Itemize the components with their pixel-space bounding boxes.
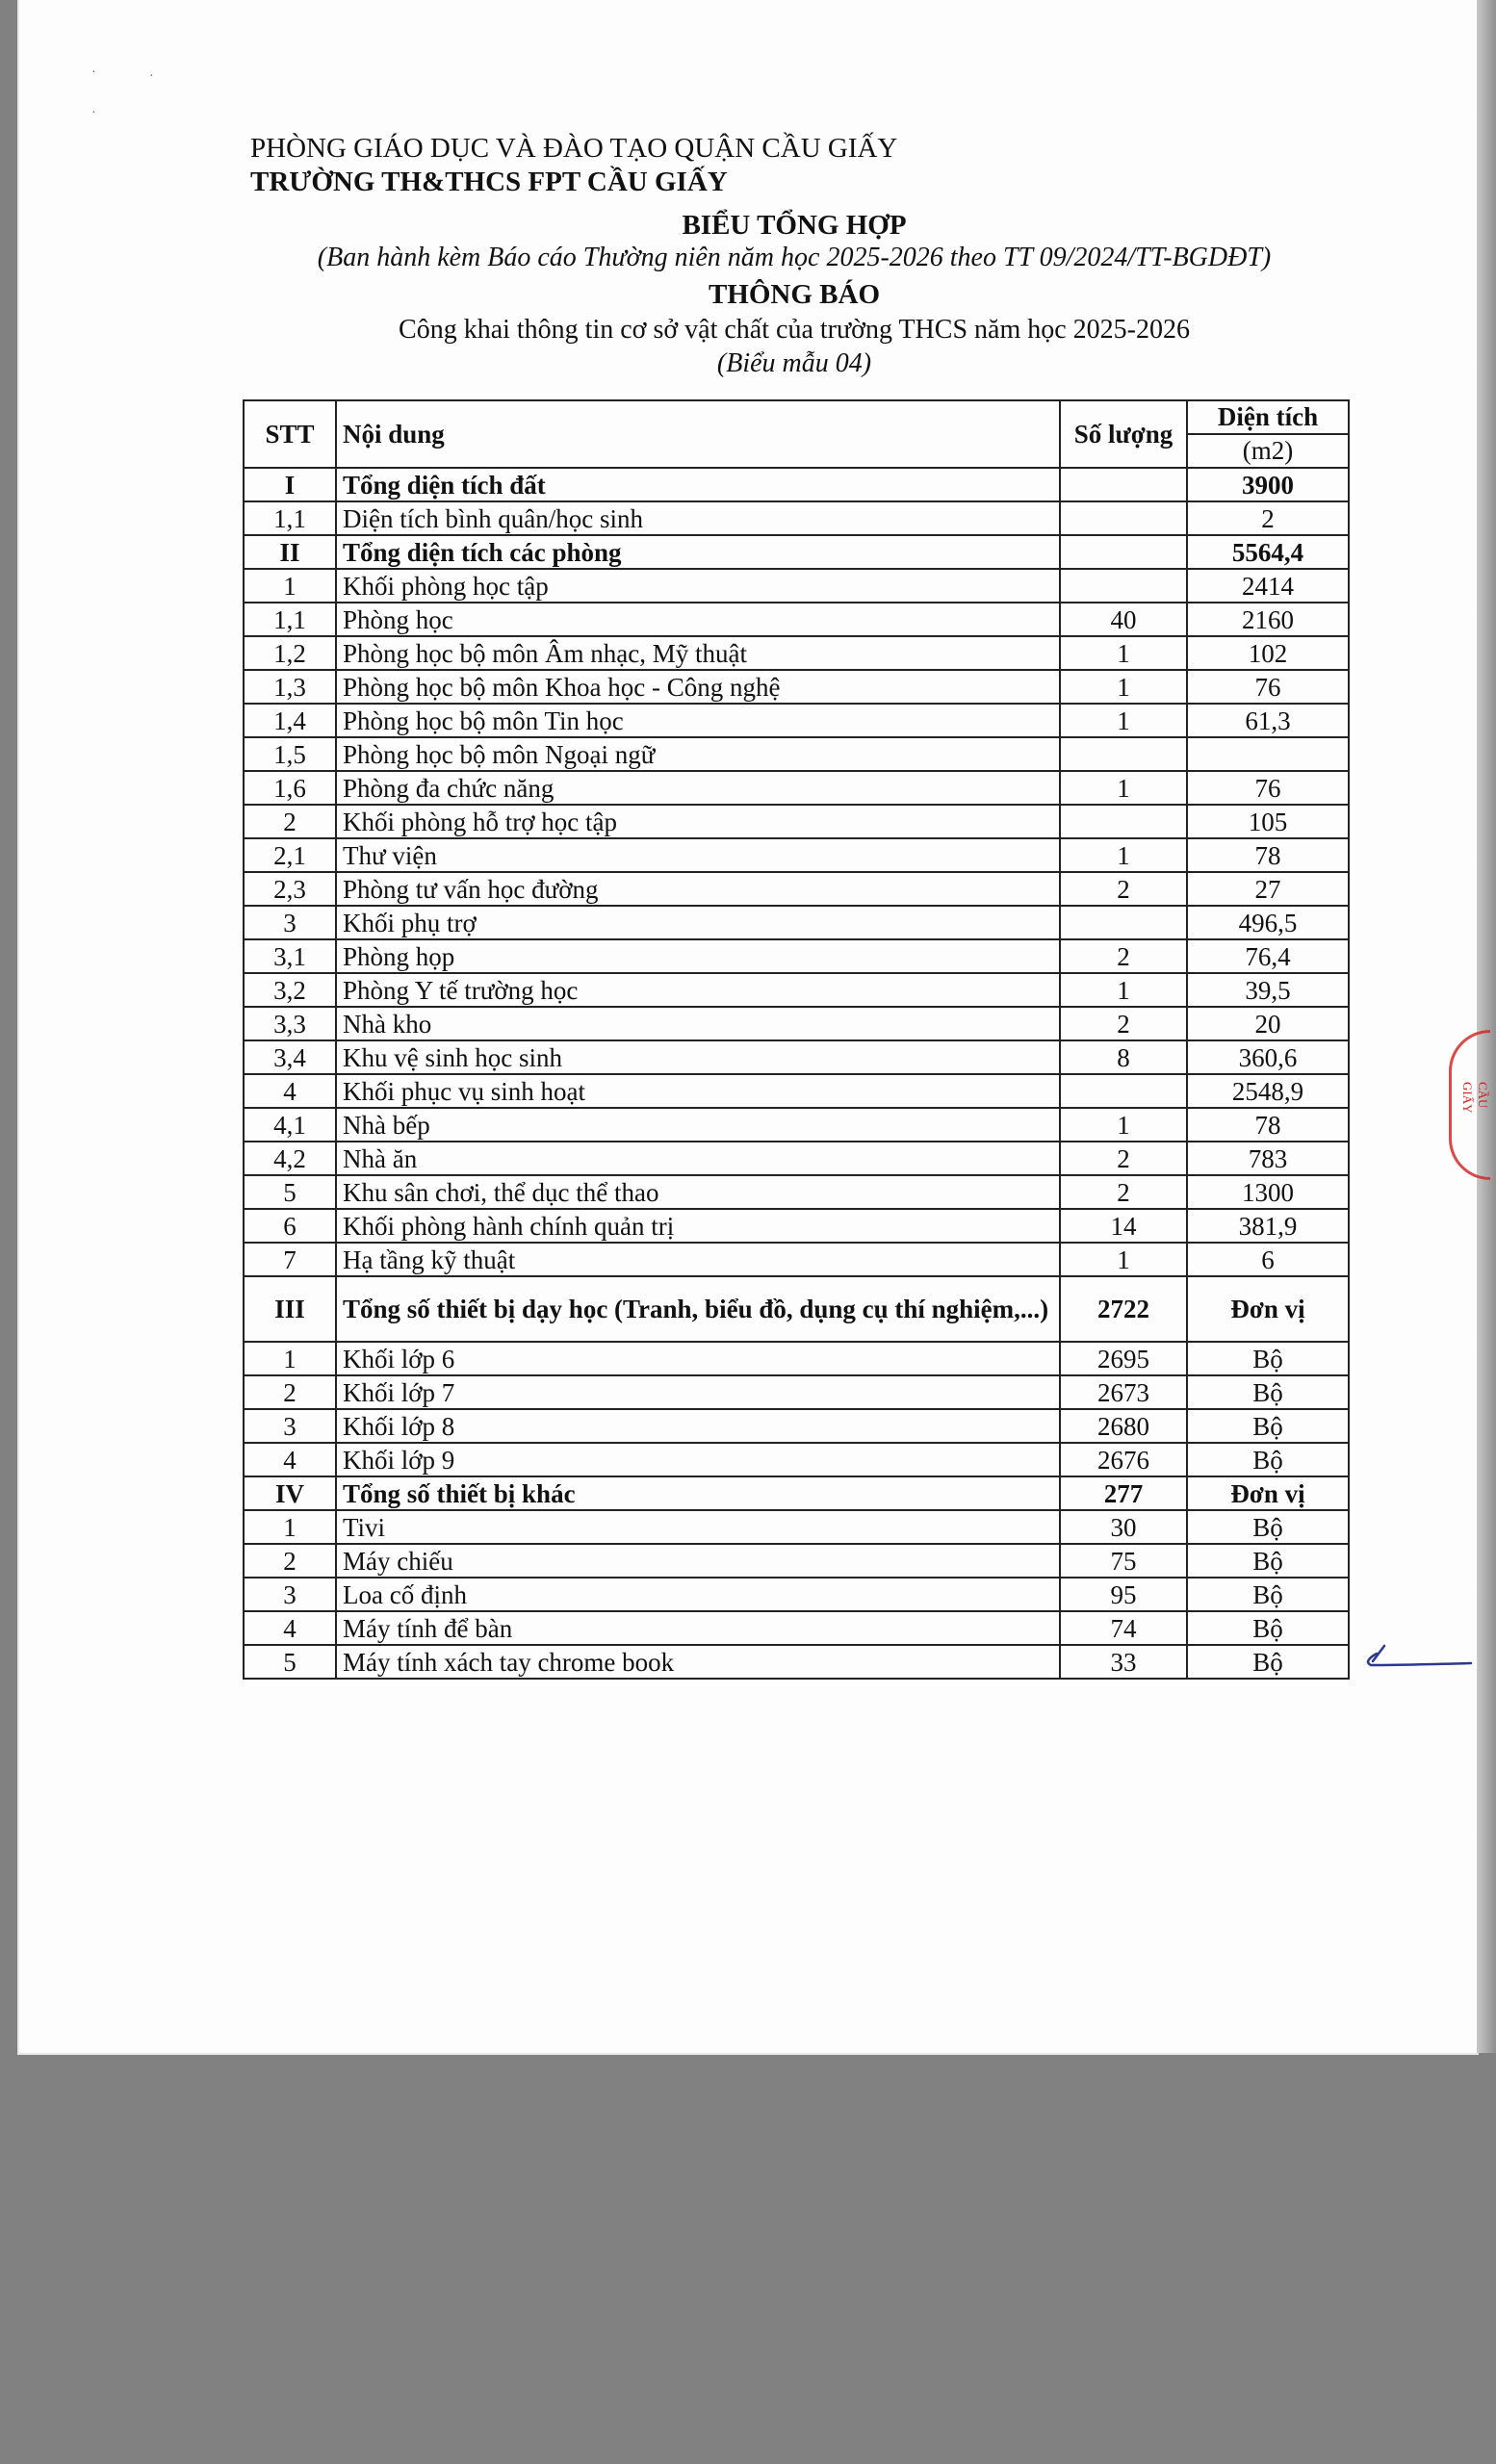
cell-quantity: 14 [1060,1209,1187,1243]
table-row [244,1007,1349,1040]
cell-quantity [1060,569,1187,603]
cell-area [1187,737,1349,771]
table-row [244,1578,1349,1611]
cell-area: 105 [1187,805,1349,838]
cell-content: Phòng học bộ môn Âm nhạc, Mỹ thuật [336,636,1060,670]
cell-stt: 5 [244,1175,336,1209]
cell-quantity: 1 [1060,704,1187,737]
cell-stt: 1,1 [244,501,336,535]
cell-content: Loa cố định [336,1578,1060,1611]
cell-area: 381,9 [1187,1209,1349,1243]
cell-quantity [1060,535,1187,569]
table-row [244,771,1349,805]
cell-content: Phòng họp [336,939,1060,973]
cell-area: 360,6 [1187,1040,1349,1074]
cell-area: 39,5 [1187,973,1349,1007]
cell-area: Bộ [1187,1645,1349,1679]
facility-table [243,399,1350,1680]
table-row [244,569,1349,603]
col-header-area-label: Diện tích [1188,401,1348,435]
table-row [244,1108,1349,1142]
cell-content: Hạ tầng kỹ thuật [336,1243,1060,1276]
cell-area: Bộ [1187,1409,1349,1443]
cell-area: 2160 [1187,603,1349,636]
cell-content: Nhà bếp [336,1108,1060,1142]
cell-quantity: 2695 [1060,1342,1187,1375]
cell-quantity: 2676 [1060,1443,1187,1476]
cell-quantity: 2 [1060,1175,1187,1209]
cell-quantity [1060,468,1187,501]
cell-quantity: 2722 [1060,1276,1187,1342]
cell-content: Khối lớp 7 [336,1375,1060,1409]
table-row [244,1409,1349,1443]
cell-stt: I [244,468,336,501]
cell-stt: 1,5 [244,737,336,771]
table-row [244,872,1349,906]
col-header-content: Nội dung [336,400,1060,468]
cell-area: 76 [1187,771,1349,805]
cell-stt: 4,1 [244,1108,336,1142]
cell-quantity: 30 [1060,1510,1187,1544]
cell-quantity: 1 [1060,670,1187,704]
cell-content: Khối lớp 6 [336,1342,1060,1375]
cell-quantity: 1 [1060,771,1187,805]
department-name: PHÒNG GIÁO DỤC VÀ ĐÀO TẠO QUẬN CẦU GIẤY [250,133,898,164]
table-row [244,535,1349,569]
col-header-area-unit: (m2) [1242,436,1294,465]
cell-quantity: 1 [1060,636,1187,670]
cell-content: Phòng Y tế trường học [336,973,1060,1007]
signature-stroke [1357,1636,1473,1675]
cell-area: 2 [1187,501,1349,535]
table-row [244,1476,1349,1510]
cell-area: Bộ [1187,1611,1349,1645]
notice-description: Công khai thông tin cơ sở vật chất của trường THCS năm học 2025-2026 [399,315,1190,345]
cell-quantity: 2 [1060,1007,1187,1040]
cell-content: Phòng học [336,603,1060,636]
col-header-quantity: Số lượng [1060,400,1187,468]
cell-area: 1300 [1187,1175,1349,1209]
table-row [244,906,1349,939]
cell-content: Phòng học bộ môn Ngoại ngữ [336,737,1060,771]
table-row [244,603,1349,636]
cell-content: Khối lớp 8 [336,1409,1060,1443]
cell-stt: 2 [244,1544,336,1578]
cell-quantity: 277 [1060,1476,1187,1510]
cell-stt: 4 [244,1443,336,1476]
cell-stt: 1,2 [244,636,336,670]
cell-content: Khu vệ sinh học sinh [336,1040,1060,1074]
cell-quantity: 2680 [1060,1409,1187,1443]
cell-area: Bộ [1187,1342,1349,1375]
cell-stt: 2 [244,805,336,838]
table-row [244,1142,1349,1175]
table-row [244,973,1349,1007]
cell-stt: 1 [244,1342,336,1375]
table-row [244,1645,1349,1679]
cell-stt: 4 [244,1074,336,1108]
cell-quantity [1060,906,1187,939]
cell-content: Tivi [336,1510,1060,1544]
cell-area: 6 [1187,1243,1349,1276]
cell-area: Bộ [1187,1443,1349,1476]
cell-content: Nhà kho [336,1007,1060,1040]
cell-content: Phòng tư vấn học đường [336,872,1060,906]
table-row [244,1443,1349,1476]
cell-quantity: 2 [1060,872,1187,906]
table-row [244,1243,1349,1276]
cell-content: Khối phòng hành chính quản trị [336,1209,1060,1243]
table-row [244,1040,1349,1074]
cell-area: 783 [1187,1142,1349,1175]
cell-area: 3900 [1187,468,1349,501]
col-header-area [1187,400,1349,468]
cell-quantity: 2 [1060,939,1187,973]
cell-quantity: 1 [1060,973,1187,1007]
scan-speck: · [91,65,96,80]
cell-quantity: 95 [1060,1578,1187,1611]
cell-stt: III [244,1276,336,1342]
cell-area: Bộ [1187,1375,1349,1409]
table-row [244,939,1349,973]
cell-stt: 3,3 [244,1007,336,1040]
cell-area: 496,5 [1187,906,1349,939]
cell-content: Khối phục vụ sinh hoạt [336,1074,1060,1108]
table-row [244,1209,1349,1243]
table-row [244,737,1349,771]
cell-content: Khối lớp 9 [336,1443,1060,1476]
cell-content: Máy chiếu [336,1544,1060,1578]
cell-content: Khối phòng học tập [336,569,1060,603]
table-row [244,805,1349,838]
cell-quantity: 75 [1060,1544,1187,1578]
cell-stt: IV [244,1476,336,1510]
cell-area: 2548,9 [1187,1074,1349,1108]
cell-stt: 1,6 [244,771,336,805]
table-row [244,838,1349,872]
cell-area: 76,4 [1187,939,1349,973]
cell-content: Diện tích bình quân/học sinh [336,501,1060,535]
cell-content: Tổng số thiết bị dạy học (Tranh, biểu đồ, dụng cụ thí nghiệm,...) [336,1276,1060,1342]
cell-quantity [1060,501,1187,535]
cell-stt: 1,3 [244,670,336,704]
cell-stt: 2,1 [244,838,336,872]
cell-area: Đơn vị [1187,1476,1349,1510]
table-row [244,1510,1349,1544]
cell-stt: 1,1 [244,603,336,636]
cell-quantity [1060,1074,1187,1108]
cell-content: Tổng số thiết bị khác [336,1476,1060,1510]
cell-area: 2414 [1187,569,1349,603]
table-row [244,1276,1349,1342]
table-row [244,1175,1349,1209]
cell-stt: 4 [244,1611,336,1645]
cell-content: Khối phụ trợ [336,906,1060,939]
cell-content: Tổng diện tích các phòng [336,535,1060,569]
cell-quantity: 33 [1060,1645,1187,1679]
cell-stt: 3 [244,1409,336,1443]
table-row [244,1611,1349,1645]
table-row [244,704,1349,737]
cell-content: Nhà ăn [336,1142,1060,1175]
table-row [244,1074,1349,1108]
document-subtitle: (Ban hành kèm Báo cáo Thường niên năm học 2025-2026 theo TT 09/2024/TT-BGDĐT) [317,243,1272,272]
cell-stt: 7 [244,1243,336,1276]
cell-stt: 3 [244,906,336,939]
cell-quantity: 1 [1060,1108,1187,1142]
table-row [244,1375,1349,1409]
cell-content: Tổng diện tích đất [336,468,1060,501]
table-row [244,636,1349,670]
cell-quantity: 8 [1060,1040,1187,1074]
cell-stt: 1 [244,1510,336,1544]
cell-stt: 6 [244,1209,336,1243]
cell-quantity: 2673 [1060,1375,1187,1409]
cell-quantity: 40 [1060,603,1187,636]
form-label: (Biểu mẫu 04) [716,348,872,378]
cell-area: Bộ [1187,1544,1349,1578]
cell-content: Phòng học bộ môn Khoa học - Công nghệ [336,670,1060,704]
cell-stt: 1,4 [244,704,336,737]
document-title: BIỂU TỔNG HỢP [682,210,907,241]
cell-area: Bộ [1187,1510,1349,1544]
cell-area: 78 [1187,838,1349,872]
cell-area: 61,3 [1187,704,1349,737]
stamp-text: CẦU GIẤY [1460,1082,1490,1114]
cell-stt: 5 [244,1645,336,1679]
page-edge-shadow [1477,0,1496,2053]
table-header-row [244,400,1349,468]
table-body [244,468,1349,1679]
cell-content: Khối phòng hỗ trợ học tập [336,805,1060,838]
table-row [244,670,1349,704]
cell-quantity [1060,805,1187,838]
cell-content: Khu sân chơi, thể dục thể thao [336,1175,1060,1209]
cell-quantity: 1 [1060,1243,1187,1276]
cell-stt: 1 [244,569,336,603]
school-name: TRƯỜNG TH&THCS FPT CẦU GIẤY [250,167,728,197]
cell-quantity [1060,737,1187,771]
col-header-stt: STT [244,400,336,468]
cell-content: Máy tính xách tay chrome book [336,1645,1060,1679]
cell-area: 20 [1187,1007,1349,1040]
cell-stt: II [244,535,336,569]
cell-quantity: 1 [1060,838,1187,872]
cell-content: Máy tính để bàn [336,1611,1060,1645]
scan-speck: · [91,106,96,120]
cell-stt: 3,1 [244,939,336,973]
cell-area: 78 [1187,1108,1349,1142]
cell-area: 76 [1187,670,1349,704]
cell-area: 27 [1187,872,1349,906]
cell-area: 102 [1187,636,1349,670]
cell-content: Phòng đa chức năng [336,771,1060,805]
scan-speck: · [149,69,154,84]
cell-stt: 4,2 [244,1142,336,1175]
cell-content: Thư viện [336,838,1060,872]
cell-quantity: 2 [1060,1142,1187,1175]
cell-area: Bộ [1187,1578,1349,1611]
cell-stt: 3 [244,1578,336,1611]
table-row [244,468,1349,501]
cell-stt: 2 [244,1375,336,1409]
cell-stt: 3,4 [244,1040,336,1074]
table-row [244,1544,1349,1578]
cell-content: Phòng học bộ môn Tin học [336,704,1060,737]
cell-stt: 2,3 [244,872,336,906]
cell-stt: 3,2 [244,973,336,1007]
cell-area: Đơn vị [1187,1276,1349,1342]
table-row [244,1342,1349,1375]
table-row [244,501,1349,535]
cell-quantity: 74 [1060,1611,1187,1645]
notice-heading: THÔNG BÁO [708,279,881,310]
cell-area: 5564,4 [1187,535,1349,569]
